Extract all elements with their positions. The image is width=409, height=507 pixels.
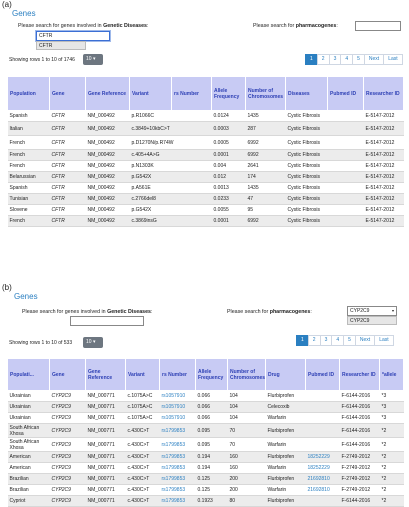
table-cell: NM_000771 <box>86 391 126 402</box>
table-cell: Warfarin <box>266 413 306 424</box>
table-cell <box>328 172 364 183</box>
table-row[interactable] <box>8 122 404 136</box>
table-cell: 0.194 <box>196 452 228 463</box>
panel-b-title: Genes <box>14 292 38 301</box>
panel-b-page-3[interactable]: 3 <box>320 335 333 346</box>
table-cell: E-5147-2012 <box>364 216 404 227</box>
table-row[interactable] <box>8 463 404 474</box>
table-cell: CFTR <box>50 183 86 194</box>
table-cell: E-5147-2012 <box>364 172 404 183</box>
table-cell: CYP2C9 <box>50 496 86 507</box>
table-cell: p.G542X <box>130 172 172 183</box>
table-cell <box>172 172 212 183</box>
table-cell: CFTR <box>50 150 86 161</box>
table-cell: Celecoxib <box>266 402 306 413</box>
table-cell: NM_000492 <box>86 194 130 205</box>
table-cell: South African Xhosa <box>8 438 50 452</box>
panel-b-page-next[interactable]: Next <box>355 335 375 346</box>
table-row[interactable] <box>8 474 404 485</box>
table-cell <box>328 161 364 172</box>
panel-b-page-5[interactable]: 5 <box>343 335 356 346</box>
panel-b-disease-search-label: Please search for genes involved in Genetic Diseases: <box>22 309 153 315</box>
table-row[interactable] <box>8 438 404 452</box>
table-cell: American <box>8 463 50 474</box>
table-cell: 6992 <box>246 216 286 227</box>
table-cell: CYP2C9 <box>50 452 86 463</box>
table-cell: c.430C>T <box>126 485 160 496</box>
table-cell: E-5147-2012 <box>364 111 404 122</box>
table-cell: NM_000771 <box>86 413 126 424</box>
table-cell: 104 <box>228 391 266 402</box>
table-cell: 0.0013 <box>212 183 246 194</box>
table-cell: c.430C>T <box>126 452 160 463</box>
table-cell: E-5147-2012 <box>364 194 404 205</box>
table-cell: 70 <box>228 424 266 438</box>
panel-a-page-2[interactable]: 2 <box>317 54 330 65</box>
table-cell <box>172 122 212 136</box>
table-cell: 0.125 <box>196 474 228 485</box>
col-header-variant[interactable]: Variant <box>130 77 172 111</box>
table-cell: c.430C>T <box>126 496 160 507</box>
table-cell[interactable]: 18252229 <box>306 452 340 463</box>
col-header-rs-number[interactable]: rs Number <box>172 77 212 111</box>
table-cell: CFTR <box>50 111 86 122</box>
panel-a-disease-search-input[interactable]: CFTR <box>36 31 110 41</box>
table-cell: F-2749-2012 <box>340 463 380 474</box>
table-cell: 160 <box>228 452 266 463</box>
col-header-population[interactable]: Populati... <box>8 359 50 391</box>
table-cell: 6992 <box>246 150 286 161</box>
table-cell[interactable]: rs1799853 <box>160 485 196 496</box>
panel-a-title: Genes <box>12 9 36 18</box>
table-cell[interactable]: 18252229 <box>306 463 340 474</box>
table-cell[interactable]: rs1799853 <box>160 496 196 507</box>
table-cell: F-6144-2016 <box>340 391 380 402</box>
table-cell: Flurbiprofen <box>266 424 306 438</box>
table-cell: p.A561E <box>130 183 172 194</box>
table-cell: *3 <box>380 402 404 413</box>
panel-a-page-5[interactable]: 5 <box>352 54 365 65</box>
col-header-diseases[interactable]: Diseases <box>286 77 328 111</box>
panel-b-page-last[interactable]: Last <box>374 335 393 346</box>
table-cell: NM_000492 <box>86 136 130 150</box>
table-row[interactable] <box>8 413 404 424</box>
table-cell: *2 <box>380 424 404 438</box>
table-cell: 0.0233 <box>212 194 246 205</box>
table-cell <box>172 194 212 205</box>
table-cell: NM_000771 <box>86 402 126 413</box>
col-header-number-of-chromosomes[interactable]: Number of Chromosomes <box>246 77 286 111</box>
table-cell: E-5147-2012 <box>364 183 404 194</box>
table-cell: p.R1066C <box>130 111 172 122</box>
table-cell: 0.125 <box>196 485 228 496</box>
table-cell: 0.095 <box>196 424 228 438</box>
table-cell: c.3849+10kbC>T <box>130 122 172 136</box>
col-header-allele-frequency[interactable]: Allele Frequency <box>212 77 246 111</box>
table-cell: CYP2C9 <box>50 402 86 413</box>
table-cell: F-6144-2016 <box>340 402 380 413</box>
table-cell: 0.095 <box>196 438 228 452</box>
table-cell: *3 <box>380 413 404 424</box>
table-row[interactable] <box>8 161 404 172</box>
table-cell: NM_000492 <box>86 111 130 122</box>
col-header-gene[interactable]: Gene <box>50 77 86 111</box>
table-cell[interactable] <box>306 391 340 402</box>
table-cell: 0.1923 <box>196 496 228 507</box>
table-row[interactable] <box>8 183 404 194</box>
table-cell: Cystic Fibrosis <box>286 216 328 227</box>
table-cell: c.430C>T <box>126 424 160 438</box>
table-cell: Cystic Fibrosis <box>286 161 328 172</box>
table-cell: Flurbiprofen <box>266 496 306 507</box>
table-cell: F-6144-2016 <box>340 438 380 452</box>
col-header-pubmed-id[interactable]: Pubmed ID <box>328 77 364 111</box>
table-cell[interactable]: 21692810 <box>306 474 340 485</box>
table-cell <box>328 183 364 194</box>
table-cell[interactable]: rs1799853 <box>160 452 196 463</box>
table-row[interactable] <box>8 452 404 463</box>
table-cell: Ukrainian <box>8 413 50 424</box>
col-header-number-of-chromosomes[interactable]: Number of Chromosomes <box>228 359 266 391</box>
table-cell: American <box>8 452 50 463</box>
panel-b-rows-info: Showing rows 1 to 10 of 533 <box>9 340 73 346</box>
table-cell: CYP2C9 <box>50 413 86 424</box>
table-cell: Cystic Fibrosis <box>286 136 328 150</box>
table-cell: French <box>8 216 50 227</box>
table-cell[interactable]: rs1799853 <box>160 424 196 438</box>
table-cell: 200 <box>228 485 266 496</box>
table-cell: CYP2C9 <box>50 474 86 485</box>
table-cell: NM_000492 <box>86 161 130 172</box>
table-cell: 47 <box>246 194 286 205</box>
table-cell <box>328 194 364 205</box>
table-cell: Cystic Fibrosis <box>286 150 328 161</box>
table-cell: CYP2C9 <box>50 438 86 452</box>
table-cell: CYP2C9 <box>50 391 86 402</box>
table-cell: p.D1270N/p.R74W <box>130 136 172 150</box>
table-cell: Spanish <box>8 111 50 122</box>
col-header-gene-reference[interactable]: Gene Reference <box>86 359 126 391</box>
table-cell: NM_000771 <box>86 424 126 438</box>
table-cell[interactable]: rs1057910 <box>160 413 196 424</box>
panel-b-results-table <box>7 358 404 507</box>
panel-b-page-2[interactable]: 2 <box>308 335 321 346</box>
table-cell <box>172 136 212 150</box>
table-cell: *2 <box>380 485 404 496</box>
table-row[interactable] <box>8 424 404 438</box>
table-cell: E-5147-2012 <box>364 205 404 216</box>
table-cell: c.430C>T <box>126 438 160 452</box>
table-cell: c.2766del8 <box>130 194 172 205</box>
table-cell: 104 <box>228 413 266 424</box>
table-cell: Flurbiprofen <box>266 452 306 463</box>
table-cell: 0.066 <box>196 391 228 402</box>
table-cell: South African Xhosa <box>8 424 50 438</box>
col-header-gene-reference[interactable]: Gene Reference <box>86 77 130 111</box>
table-row[interactable] <box>8 172 404 183</box>
panel-b-disease-search-input[interactable] <box>70 316 144 326</box>
col-header-researcher-id[interactable]: Researcher ID <box>364 77 404 111</box>
col-header-pubmed-id[interactable]: Pubmed ID <box>306 359 340 391</box>
table-cell: E-5147-2012 <box>364 150 404 161</box>
table-cell: p.G542X <box>130 205 172 216</box>
table-cell: Brazilian <box>8 474 50 485</box>
table-row[interactable] <box>8 391 404 402</box>
table-cell: 2641 <box>246 161 286 172</box>
panel-a-pager <box>306 54 403 65</box>
table-cell: CFTR <box>50 205 86 216</box>
panel-b-pharma-search-input[interactable]: CYP2C9 ▾ <box>347 306 397 316</box>
table-cell: c.1075A>C <box>126 413 160 424</box>
table-cell: NM_000771 <box>86 452 126 463</box>
chevron-down-icon: ▾ <box>391 308 394 313</box>
table-cell: c.3869insG <box>130 216 172 227</box>
panel-a-page-3[interactable]: 3 <box>329 54 342 65</box>
table-cell: French <box>8 136 50 150</box>
table-cell: NM_000492 <box>86 122 130 136</box>
table-cell: c.430C>T <box>126 463 160 474</box>
panel-a-disease-search-label: Please search for genes involved in Genetic Diseases: <box>18 23 149 29</box>
table-cell: Italian <box>8 122 50 136</box>
table-cell: CYP2C9 <box>50 485 86 496</box>
table-cell: 200 <box>228 474 266 485</box>
table-cell: E-5147-2012 <box>364 161 404 172</box>
table-cell: Cystic Fibrosis <box>286 111 328 122</box>
table-cell <box>328 136 364 150</box>
table-cell[interactable]: rs1057910 <box>160 402 196 413</box>
table-cell: 0.0055 <box>212 205 246 216</box>
table-cell: Brazilian <box>8 485 50 496</box>
col-header-allele-frequency[interactable]: Allele Frequency <box>196 359 228 391</box>
table-cell <box>172 161 212 172</box>
table-cell: NM_000771 <box>86 438 126 452</box>
panel-a-page-4[interactable]: 4 <box>340 54 353 65</box>
panel-b-page-1[interactable]: 1 <box>296 335 309 346</box>
table-cell: NM_000492 <box>86 205 130 216</box>
table-cell: French <box>8 161 50 172</box>
table-cell[interactable]: rs1799853 <box>160 474 196 485</box>
table-cell[interactable]: rs1799853 <box>160 438 196 452</box>
table-cell <box>328 205 364 216</box>
table-cell: 0.0003 <box>212 122 246 136</box>
panel-a-page-next[interactable]: Next <box>364 54 384 65</box>
table-cell: 160 <box>228 463 266 474</box>
table-cell <box>172 205 212 216</box>
panel-b-label: (b) <box>2 283 12 292</box>
table-cell: 287 <box>246 122 286 136</box>
table-cell: 0.012 <box>212 172 246 183</box>
table-cell: CFTR <box>50 216 86 227</box>
table-cell: c.1075A>C <box>126 391 160 402</box>
table-cell: Cystic Fibrosis <box>286 205 328 216</box>
table-cell: 95 <box>246 205 286 216</box>
table-cell: CYP2C9 <box>50 424 86 438</box>
table-cell: CFTR <box>50 161 86 172</box>
table-cell: NM_000771 <box>86 474 126 485</box>
table-cell: CYP2C9 <box>50 463 86 474</box>
table-cell: 0.194 <box>196 463 228 474</box>
table-cell: F-6144-2016 <box>340 424 380 438</box>
table-cell: 1435 <box>246 111 286 122</box>
panel-a-page-length-select[interactable]: 10 ▾ <box>83 54 103 65</box>
table-cell: 0.0124 <box>212 111 246 122</box>
table-cell: 0.0001 <box>212 150 246 161</box>
table-cell: *2 <box>380 496 404 507</box>
col-header-variant[interactable]: Variant <box>126 359 160 391</box>
table-cell: *2 <box>380 452 404 463</box>
panel-a-label: (a) <box>2 0 12 9</box>
table-cell: F-6144-2016 <box>340 496 380 507</box>
table-cell[interactable] <box>306 424 340 438</box>
panel-a-results-table <box>7 76 404 227</box>
col-header-drug[interactable]: Drug <box>266 359 306 391</box>
table-row[interactable] <box>8 194 404 205</box>
table-cell <box>172 183 212 194</box>
col-header-researcher-id[interactable]: Researcher ID <box>340 359 380 391</box>
table-cell: Flurbiprofen <box>266 391 306 402</box>
table-cell: c.1075A>C <box>126 402 160 413</box>
table-cell <box>172 216 212 227</box>
panel-a-page-last[interactable]: Last <box>383 54 402 65</box>
panel-a-page-1[interactable]: 1 <box>305 54 318 65</box>
table-cell[interactable] <box>306 413 340 424</box>
table-cell: Cystic Fibrosis <box>286 122 328 136</box>
panel-b-pager <box>297 335 394 346</box>
table-cell: p.N1303K <box>130 161 172 172</box>
table-cell: c.405+4A>G <box>130 150 172 161</box>
table-cell <box>328 216 364 227</box>
col-header-gene[interactable]: Gene <box>50 359 86 391</box>
table-cell <box>328 122 364 136</box>
table-cell: Tunisian <box>8 194 50 205</box>
table-cell: NM_000492 <box>86 150 130 161</box>
panel-b-pharma-dropdown-option[interactable]: CYP2C9 <box>347 316 397 325</box>
table-row[interactable] <box>8 205 404 216</box>
table-cell: NM_000771 <box>86 463 126 474</box>
table-cell: *2 <box>380 474 404 485</box>
col-header-population[interactable]: Population <box>8 77 50 111</box>
table-cell: 0.066 <box>196 402 228 413</box>
table-cell: Flurbiprofen <box>266 474 306 485</box>
table-cell: F-2749-2012 <box>340 474 380 485</box>
table-cell <box>172 150 212 161</box>
table-cell: French <box>8 150 50 161</box>
table-cell: Spanish <box>8 183 50 194</box>
table-cell: Belarussian <box>8 172 50 183</box>
table-cell: E-5147-2012 <box>364 122 404 136</box>
table-cell: *3 <box>380 391 404 402</box>
table-cell <box>172 111 212 122</box>
table-cell: Cypriot <box>8 496 50 507</box>
table-row[interactable] <box>8 150 404 161</box>
table-cell[interactable]: 21692810 <box>306 485 340 496</box>
panel-b-page-4[interactable]: 4 <box>331 335 344 346</box>
table-cell: F-6144-2016 <box>340 413 380 424</box>
table-cell: F-2749-2012 <box>340 452 380 463</box>
panel-b-pharma-search-label: Please search for pharmacogenes: <box>227 309 312 315</box>
table-cell: 0.004 <box>212 161 246 172</box>
table-cell[interactable] <box>306 402 340 413</box>
table-row[interactable] <box>8 111 404 122</box>
panel-a-pharma-search-label: Please search for pharmacogenes: <box>253 23 338 29</box>
table-cell[interactable]: rs1057910 <box>160 391 196 402</box>
table-cell: *2 <box>380 463 404 474</box>
table-cell: 104 <box>228 402 266 413</box>
table-cell[interactable] <box>306 496 340 507</box>
table-cell: 6992 <box>246 136 286 150</box>
table-cell[interactable] <box>306 438 340 452</box>
col-header-rs-number[interactable]: rs Number <box>160 359 196 391</box>
table-cell[interactable]: rs1799853 <box>160 463 196 474</box>
table-cell: Cystic Fibrosis <box>286 183 328 194</box>
table-row[interactable] <box>8 485 404 496</box>
table-cell <box>328 150 364 161</box>
table-cell: NM_000771 <box>86 485 126 496</box>
table-cell: 80 <box>228 496 266 507</box>
table-cell: 0.0001 <box>212 216 246 227</box>
table-cell: *2 <box>380 438 404 452</box>
table-cell: Ukrainian <box>8 391 50 402</box>
table-cell: NM_000492 <box>86 172 130 183</box>
table-cell: 70 <box>228 438 266 452</box>
col-header-allele[interactable]: *allele <box>380 359 404 391</box>
table-cell: CFTR <box>50 194 86 205</box>
table-cell: E-5147-2012 <box>364 136 404 150</box>
table-cell: CFTR <box>50 122 86 136</box>
panel-a-rows-info: Showing rows 1 to 10 of 1746 <box>9 57 75 63</box>
panel-a-pharma-search-input[interactable] <box>355 21 401 31</box>
table-cell: CFTR <box>50 172 86 183</box>
table-cell: Warfarin <box>266 438 306 452</box>
table-cell: NM_000492 <box>86 216 130 227</box>
table-cell: 1435 <box>246 183 286 194</box>
table-cell: CFTR <box>50 136 86 150</box>
table-cell <box>328 111 364 122</box>
table-cell: NM_000492 <box>86 183 130 194</box>
panel-a-disease-dropdown-option[interactable]: CFTR <box>36 41 86 50</box>
table-row[interactable] <box>8 216 404 227</box>
table-cell: 174 <box>246 172 286 183</box>
table-row[interactable] <box>8 402 404 413</box>
table-cell: NM_000771 <box>86 496 126 507</box>
table-cell: 0.066 <box>196 413 228 424</box>
table-cell: Ukrainian <box>8 402 50 413</box>
table-cell: c.430C>T <box>126 474 160 485</box>
table-row[interactable] <box>8 496 404 507</box>
table-cell: Cystic Fibrosis <box>286 194 328 205</box>
table-cell: 0.0005 <box>212 136 246 150</box>
table-cell: Warfarin <box>266 463 306 474</box>
table-row[interactable] <box>8 136 404 150</box>
panel-b-page-length-select[interactable]: 10 ▾ <box>83 337 103 348</box>
table-cell: F-2749-2012 <box>340 485 380 496</box>
table-cell: Warfarin <box>266 485 306 496</box>
table-cell: Slovene <box>8 205 50 216</box>
table-cell: Cystic Fibrosis <box>286 172 328 183</box>
